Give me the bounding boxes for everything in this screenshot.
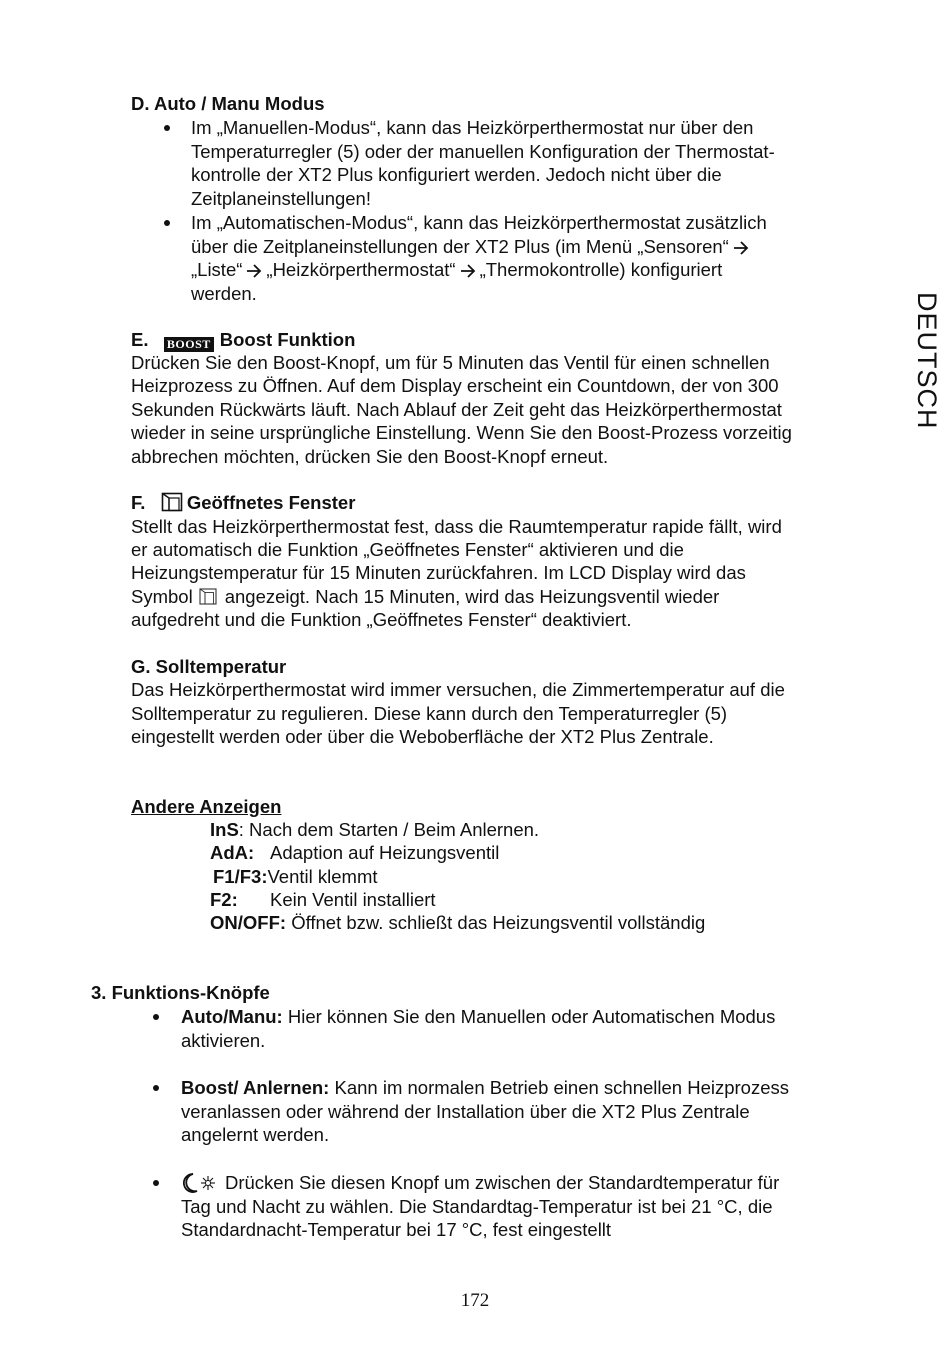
auto-manu-label: Auto/Manu: (181, 1006, 283, 1027)
text: Hier können Sie den Manuellen oder Automatischen Modus (287, 1006, 776, 1027)
section-d-b1-line: kontrolle der XT2 Plus konfiguriert werden. Jedoch nicht über die (191, 164, 722, 185)
bullet (153, 1180, 159, 1186)
text: Drücken Sie diesen Knopf um zwischen der Standardtemperatur für (225, 1172, 780, 1193)
paragraph-line (131, 585, 719, 608)
button-desc-line: Standardnacht-Temperatur bei 17 °C, fest eingestellt (181, 1219, 612, 1240)
section-d-b1-line: Temperaturregler (5) oder der manuellen Konfiguration der Thermostat- (191, 141, 775, 162)
paragraph-line: eingestellt werden oder über die Weboberfläche der XT2 Plus Zentrale. (131, 726, 714, 747)
section-f-title: Geöffnetes Fenster (186, 492, 356, 513)
text: „Liste“ (191, 259, 243, 280)
section-d-b2-line (191, 258, 722, 281)
indicator-code: InS (210, 819, 239, 840)
paragraph-line: Heizungstemperatur für 15 Minuten zurückfahren. Im LCD Display wird das (131, 562, 746, 583)
section-g-title: G. Solltemperatur (131, 656, 287, 677)
page-number: 172 (460, 1290, 490, 1311)
section-e-heading (131, 328, 355, 352)
section-d-b2-line (191, 235, 753, 258)
indicator-code: F2: (210, 889, 238, 910)
moon-sun-icon (181, 1172, 217, 1194)
bullet (153, 1014, 159, 1020)
indicator-code: F1/F3: (213, 866, 268, 887)
paragraph-line: Stellt das Heizkörperthermostat fest, dass die Raumtemperatur rapide fällt, wird (131, 516, 782, 537)
paragraph-line: er automatisch die Funktion „Geöffnetes Fenster“ aktivieren und die (131, 539, 684, 560)
boost-icon: BOOST (164, 337, 214, 352)
section-d-b1-line: Im „Manuellen-Modus“, kann das Heizkörperthermostat nur über den (191, 117, 754, 138)
indicator-text: Kein Ventil installiert (270, 889, 436, 910)
section-3-title: 3. Funktions-Knöpfe (91, 982, 270, 1003)
indicator-text: Adaption auf Heizungsventil (270, 842, 500, 863)
paragraph-line: Das Heizkörperthermostat wird immer versuchen, die Zimmertemperatur auf die (131, 679, 785, 700)
text: über die Zeitplaneinstellungen der XT2 Plus (im Menü „Sensoren“ (191, 236, 729, 257)
indicator-text: Ventil klemmt (267, 866, 378, 887)
text: „Heizkörperthermostat“ (266, 259, 456, 280)
bullet (153, 1085, 159, 1091)
section-f-heading (131, 491, 355, 514)
button-desc-line: veranlassen oder während der Installation über die XT2 Plus Zentrale (181, 1101, 750, 1122)
paragraph-line: Sekunden Rückwärts läuft. Nach Ablauf der Zeit geht das Heizkörperthermostat (131, 399, 782, 420)
indicator-item (210, 911, 705, 934)
indicator-item (213, 865, 378, 888)
text: Kann im normalen Betrieb einen schnellen Heizprozess (334, 1077, 790, 1098)
section-d-b1-line: Zeitplaneinstellungen! (191, 188, 371, 209)
section-letter: F. (131, 492, 146, 513)
open-window-icon (161, 492, 183, 512)
paragraph-line: wieder in seine ursprüngliche Einstellung. Wenn Sie den Boost-Prozess vorzeitig (131, 422, 792, 443)
indicator-code: AdA: (210, 842, 255, 863)
indicator-code: ON/OFF: (210, 912, 287, 933)
button-desc-line: Tag und Nacht zu wählen. Die Standardtag-Temperatur ist bei 21 °C, die (181, 1196, 773, 1217)
text: Symbol (131, 586, 193, 607)
section-d-title: D. Auto / Manu Modus (131, 93, 325, 114)
arrow-right-icon (460, 263, 476, 279)
section-d-b2-line: werden. (191, 283, 257, 304)
boost-anlernen-label: Boost/ Anlernen: (181, 1077, 330, 1098)
section-d-b2-line: Im „Automatischen-Modus“, kann das Heizkörperthermostat zusätzlich (191, 212, 767, 233)
bullet (164, 125, 170, 131)
indicator-item (210, 888, 238, 911)
bullet (164, 220, 170, 226)
indicator-text: : Nach dem Starten / Beim Anlernen. (238, 819, 540, 840)
paragraph-line: Drücken Sie den Boost-Knopf, um für 5 Minuten das Ventil für einen schnellen (131, 352, 770, 373)
andere-anzeigen-title: Andere Anzeigen (131, 796, 282, 817)
paragraph-line: aufgedreht und die Funktion „Geöffnetes Fenster“ deaktiviert. (131, 609, 632, 630)
section-letter: E. (131, 329, 149, 350)
button-desc-line (181, 1171, 779, 1194)
text: „Thermokontrolle) konfiguriert (479, 259, 723, 280)
arrow-right-icon (246, 263, 262, 279)
text: angezeigt. Nach 15 Minuten, wird das Heizungsventil wieder (224, 586, 720, 607)
button-desc-line (181, 1076, 789, 1099)
indicator-item (210, 841, 254, 864)
paragraph-line: Heizprozess zu Öffnen. Auf dem Display erscheint ein Countdown, der von 300 (131, 375, 779, 396)
button-desc-line: aktivieren. (181, 1030, 266, 1051)
button-desc-line: angelernt werden. (181, 1124, 330, 1145)
indicator-item (210, 818, 539, 841)
arrow-right-icon (733, 240, 749, 256)
paragraph-line: Solltemperatur zu regulieren. Diese kann durch den Temperaturregler (5) (131, 703, 728, 724)
language-side-label: DEUTSCH (912, 292, 942, 430)
open-window-icon (199, 588, 217, 605)
button-desc-line (181, 1005, 775, 1028)
section-e-title: Boost Funktion (219, 329, 356, 350)
indicator-text: Öffnet bzw. schließt das Heizungsventil vollständig (291, 912, 706, 933)
paragraph-line: abbrechen möchten, drücken Sie den Boost-Knopf erneut. (131, 446, 609, 467)
